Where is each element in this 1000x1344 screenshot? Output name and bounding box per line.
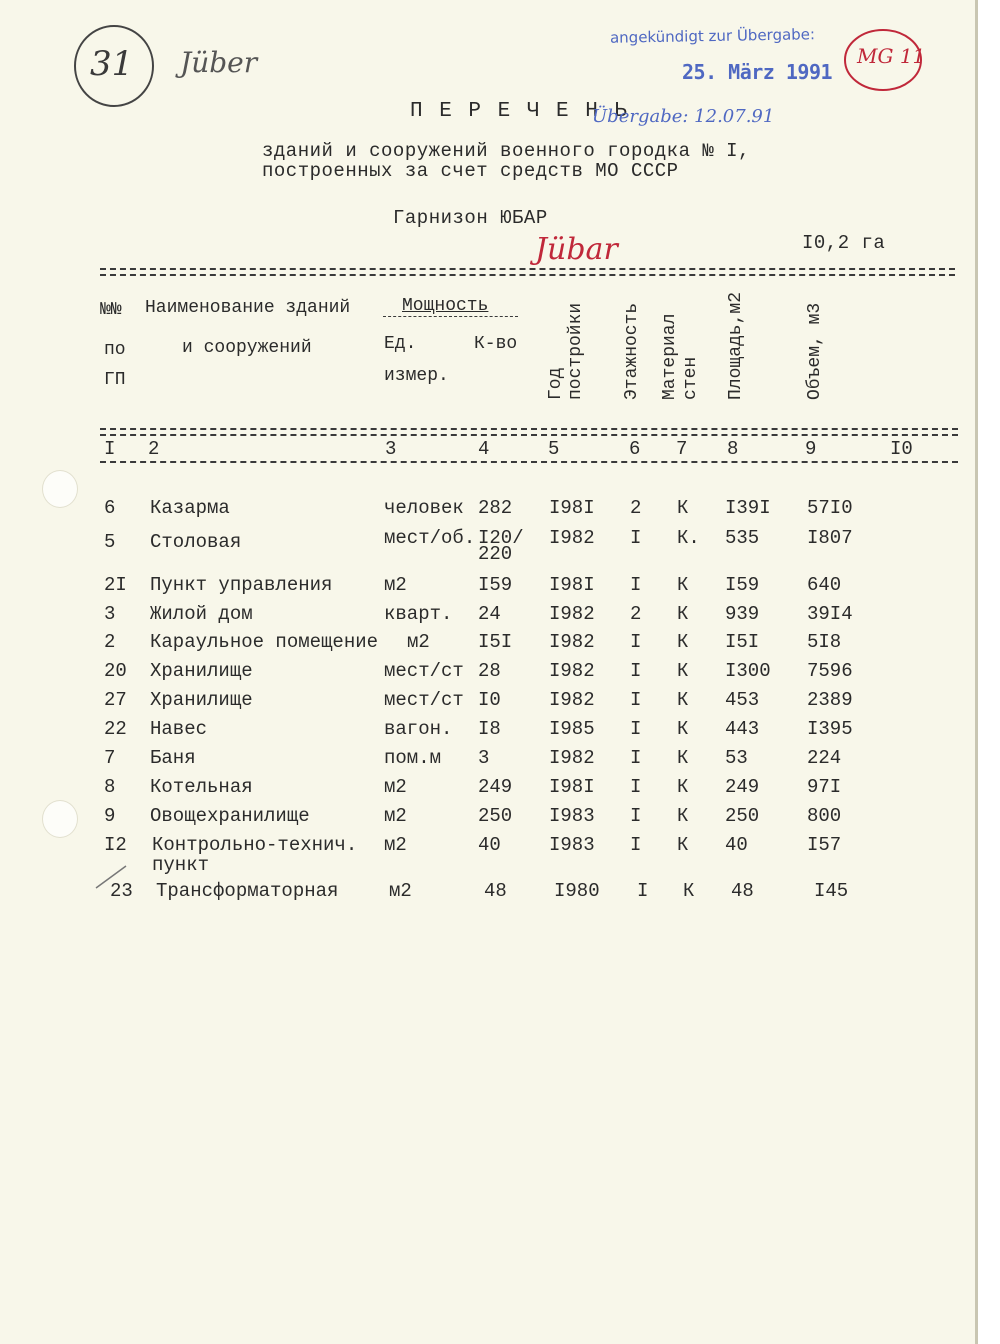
table-row xyxy=(0,834,978,876)
header-unit-1: Ед. xyxy=(384,334,417,354)
cell-num: I2 xyxy=(104,834,127,856)
cell-num: 20 xyxy=(104,660,127,682)
col-number: 8 xyxy=(727,438,739,460)
cell-unit: м2 xyxy=(384,834,407,856)
garrison-name: Гарнизон ЮБАР xyxy=(393,207,548,229)
cell-year: I982 xyxy=(549,527,595,549)
cell-unit: вагон. xyxy=(384,718,453,740)
cell-area: 40 xyxy=(725,834,748,856)
handover-note: Übergabe: 12.07.91 xyxy=(592,106,775,127)
cell-volume: 5I8 xyxy=(807,631,842,653)
cell-unit: м2 xyxy=(384,776,407,798)
cell-area: 443 xyxy=(725,718,760,740)
cell-floors: I xyxy=(637,880,649,902)
file-number: 31 xyxy=(90,44,134,84)
cell-name: Жилой дом xyxy=(150,603,253,625)
cell-name: Столовая xyxy=(150,531,242,553)
cell-year: I98I xyxy=(549,497,595,519)
cell-unit: кварт. xyxy=(384,603,453,625)
cell-floors: I xyxy=(630,805,642,827)
header-rule-bottom-1 xyxy=(100,428,958,430)
col-number: 5 xyxy=(548,438,560,460)
subtitle-line-2: построенных за счет средств МО СССР xyxy=(262,160,679,182)
cell-unit: м2 xyxy=(384,805,407,827)
cell-volume: 39I4 xyxy=(807,603,853,625)
cell-material: К xyxy=(677,689,689,711)
cell-area: 535 xyxy=(725,527,760,549)
cell-num: 2 xyxy=(104,631,116,653)
cell-year: I982 xyxy=(549,631,595,653)
header-count: К-во xyxy=(474,334,518,354)
cell-num: 27 xyxy=(104,689,127,711)
col-number: 6 xyxy=(629,438,641,460)
cell-num: 23 xyxy=(110,880,133,902)
header-rule-bottom-2 xyxy=(100,434,958,436)
table-row xyxy=(0,718,978,746)
table-row xyxy=(0,631,978,659)
cell-count: 24 xyxy=(478,603,501,625)
cell-year: I982 xyxy=(549,603,595,625)
table-row xyxy=(0,574,978,602)
cell-year: I98I xyxy=(549,776,595,798)
cell-unit: м2 xyxy=(407,631,430,653)
cell-area: 250 xyxy=(725,805,760,827)
cell-name: Овощехранилище xyxy=(150,805,310,827)
cell-count: 249 xyxy=(478,776,513,798)
cell-floors: I xyxy=(630,631,642,653)
cell-material: К xyxy=(677,631,689,653)
cell-name: Караульное помещение xyxy=(150,631,379,653)
cell-name: Хранилище xyxy=(150,660,253,682)
cell-floors: I xyxy=(630,718,642,740)
col-number: 2 xyxy=(148,438,160,460)
cell-material: К xyxy=(677,834,689,856)
cell-num: 9 xyxy=(104,805,116,827)
cell-count: 282 xyxy=(478,497,513,519)
cell-volume: I807 xyxy=(807,527,853,549)
cell-unit: пом.м xyxy=(384,747,442,769)
announcement-stamp-text: angekündigt zur Übergabe: xyxy=(609,25,816,47)
cell-name: Казарма xyxy=(150,497,230,519)
cell-year: I983 xyxy=(549,805,595,827)
header-material-1: Материал xyxy=(660,313,680,400)
cell-volume: 97I xyxy=(807,776,842,798)
cell-num: 6 xyxy=(104,497,116,519)
cell-unit: мест/об. xyxy=(384,527,476,549)
cell-count: 28 xyxy=(478,660,501,682)
cell-count: I5I xyxy=(478,631,513,653)
handwritten-jubar: Jübar xyxy=(535,232,618,267)
cell-floors: I xyxy=(630,660,642,682)
cell-unit: человек xyxy=(384,497,464,519)
header-year: Год постройки xyxy=(546,302,586,400)
header-unit-2: измер. xyxy=(384,366,449,386)
col-number: 7 xyxy=(676,438,688,460)
header-name-1: Наименование зданий xyxy=(145,298,351,318)
header-volume: Объем, м3 xyxy=(805,302,825,400)
cell-year: I982 xyxy=(549,689,595,711)
cell-material: К xyxy=(677,805,689,827)
table-row xyxy=(0,660,978,688)
cell-material: К xyxy=(677,718,689,740)
cell-floors: 2 xyxy=(630,603,642,625)
cell-count: I20/ xyxy=(478,527,524,549)
cell-year: I980 xyxy=(554,880,600,902)
announcement-stamp-date: 25. März 1991 xyxy=(682,60,833,84)
cell-area: I5I xyxy=(725,631,760,653)
cell-area: I300 xyxy=(725,660,771,682)
cell-area: 249 xyxy=(725,776,760,798)
cell-count: 3 xyxy=(478,747,490,769)
cell-floors: I xyxy=(630,527,642,549)
cell-volume: 2389 xyxy=(807,689,853,711)
cell-volume: I45 xyxy=(814,880,849,902)
cell-name: Пункт управления xyxy=(150,574,333,596)
cell-material: К xyxy=(677,497,689,519)
col-number: 3 xyxy=(385,438,397,460)
header-capacity: Мощность xyxy=(402,296,489,316)
cell-area: 453 xyxy=(725,689,760,711)
cell-num: 5 xyxy=(104,531,116,553)
cell-num: 2I xyxy=(104,574,127,596)
table-row xyxy=(0,497,978,525)
table-row xyxy=(0,527,978,565)
col-number: I xyxy=(104,438,116,460)
header-name-2: и сооружений xyxy=(182,338,312,358)
cell-name: Баня xyxy=(150,747,196,769)
area-hectares: I0,2 га xyxy=(802,232,886,254)
cell-area: I59 xyxy=(725,574,760,596)
cell-year: I982 xyxy=(549,747,595,769)
header-floors: Этажность xyxy=(622,302,642,400)
code-label: MG 11 xyxy=(857,44,926,68)
cell-name: Трансформаторная xyxy=(156,880,339,902)
header-material-2: стен xyxy=(681,356,701,400)
cell-count: 48 xyxy=(484,880,507,902)
table-row xyxy=(0,805,978,833)
cell-volume: 224 xyxy=(807,747,842,769)
cell-material: К xyxy=(677,660,689,682)
cell-unit: м2 xyxy=(384,574,407,596)
cell-area: 939 xyxy=(725,603,760,625)
cell-name: Котельная xyxy=(150,776,253,798)
cell-unit: м2 xyxy=(389,880,412,902)
table-row xyxy=(0,747,978,775)
header-rule-top-2 xyxy=(100,274,955,276)
column-number-row xyxy=(0,438,978,466)
cell-count: I59 xyxy=(478,574,513,596)
cell-floors: I xyxy=(630,574,642,596)
cell-count: I0 xyxy=(478,689,501,711)
cell-num: 3 xyxy=(104,603,116,625)
cell-area: 53 xyxy=(725,747,748,769)
cell-floors: I xyxy=(630,834,642,856)
cell-area: I39I xyxy=(725,497,771,519)
cell-floors: I xyxy=(630,689,642,711)
cell-floors: I xyxy=(630,776,642,798)
cell-count: 40 xyxy=(478,834,501,856)
cell-num: 8 xyxy=(104,776,116,798)
cell-material: К xyxy=(677,603,689,625)
cell-material: К xyxy=(677,747,689,769)
col-number: 4 xyxy=(478,438,490,460)
cell-year: I985 xyxy=(549,718,595,740)
cell-year: I982 xyxy=(549,660,595,682)
cell-year: I98I xyxy=(549,574,595,596)
cell-area: 48 xyxy=(731,880,754,902)
cell-floors: 2 xyxy=(630,497,642,519)
cell-count: 250 xyxy=(478,805,513,827)
header-num-1: №№ xyxy=(100,300,122,320)
cell-floors: I xyxy=(630,747,642,769)
cell-count-2: 220 xyxy=(478,543,513,565)
cell-unit: мест/ст xyxy=(384,689,464,711)
cell-year: I983 xyxy=(549,834,595,856)
document-title: П Е Р Е Ч Е Н Ь xyxy=(410,100,630,123)
cell-name-2: пункт xyxy=(152,854,210,876)
cell-material: К xyxy=(683,880,695,902)
table-row xyxy=(0,880,978,908)
cell-volume: 7596 xyxy=(807,660,853,682)
header-area: Площадь,м2 xyxy=(726,291,746,400)
cell-volume: I57 xyxy=(807,834,842,856)
cell-material: К. xyxy=(677,527,700,549)
cell-volume: 640 xyxy=(807,574,842,596)
cell-name: Хранилище xyxy=(150,689,253,711)
col-number: I0 xyxy=(890,438,913,460)
cell-material: К xyxy=(677,574,689,596)
header-num-2: по xyxy=(104,340,126,360)
cell-num: 7 xyxy=(104,747,116,769)
cell-count: I8 xyxy=(478,718,501,740)
table-row xyxy=(0,603,978,631)
subtitle-line-1: зданий и сооружений военного городка № I, xyxy=(262,140,750,162)
cell-name: Контрольно-технич. xyxy=(152,834,358,856)
table-row xyxy=(0,689,978,717)
capacity-rule xyxy=(383,316,518,317)
cell-unit: мест/ст xyxy=(384,660,464,682)
cell-volume: I395 xyxy=(807,718,853,740)
handwritten-name-top: Jüber xyxy=(180,46,258,79)
cell-volume: 800 xyxy=(807,805,842,827)
cell-volume: 57I0 xyxy=(807,497,853,519)
cell-name: Навес xyxy=(150,718,208,740)
table-row xyxy=(0,776,978,804)
cell-material: К xyxy=(677,776,689,798)
cell-num: 22 xyxy=(104,718,127,740)
header-num-3: ГП xyxy=(104,370,126,390)
header-rule-top-1 xyxy=(100,268,955,270)
col-number: 9 xyxy=(805,438,817,460)
